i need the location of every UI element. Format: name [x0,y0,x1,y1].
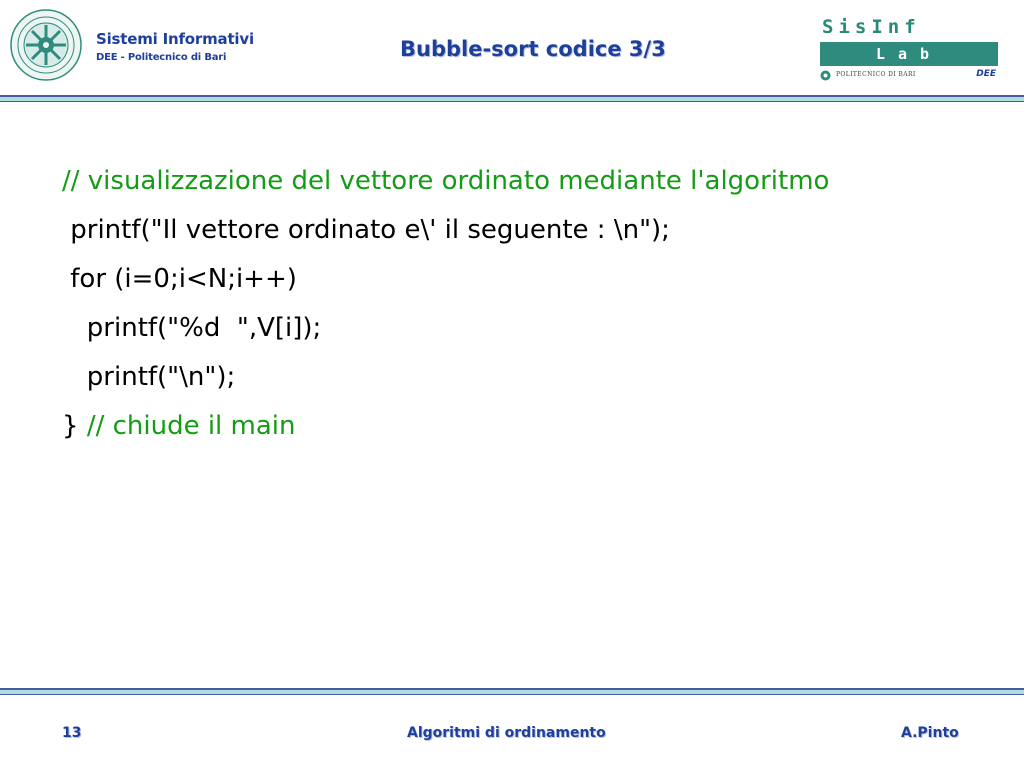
code-block [62,157,829,451]
footer-author: A.Pinto [901,725,959,741]
footer-title: Algoritmi di ordinamento [407,725,606,741]
code-comment: // visualizzazione del vettore ordinato mediante l'algoritmo [62,166,830,196]
code-text: printf("Il vettore ordinato e\' il seguente : \n"); [62,215,670,245]
politecnico-seal-logo [10,9,82,81]
code-line [62,304,829,353]
code-line [62,353,829,402]
code-text: } [62,411,87,441]
footer-divider [0,688,1024,697]
sisinf-lab-logo [818,14,998,86]
code-comment: // chiude il main [86,411,296,441]
lab-logo-footer [820,70,998,82]
lab-logo-foot-dee: DEE [976,69,996,79]
lab-logo-band: Lab [820,42,998,66]
code-line [62,402,829,451]
gear-icon [820,70,831,81]
lab-logo-top-text: SisInf [822,16,921,38]
slide-header [0,0,1024,96]
org-name: Sistemi Informativi [96,30,254,48]
org-subtitle: DEE - Politecnico di Bari [96,52,227,63]
lab-logo-foot-text: POLITECNICO DI BARI [836,71,916,78]
code-text: for (i=0;i<N;i++) [62,264,297,294]
slide-title: Bubble-sort codice 3/3 [400,37,666,61]
page-number: 13 [62,725,82,741]
code-line [62,206,829,255]
code-line [62,255,829,304]
code-text: printf("%d ",V[i]); [62,313,322,343]
header-divider [0,95,1024,104]
code-line [62,157,829,206]
code-text: printf("\n"); [62,362,236,392]
